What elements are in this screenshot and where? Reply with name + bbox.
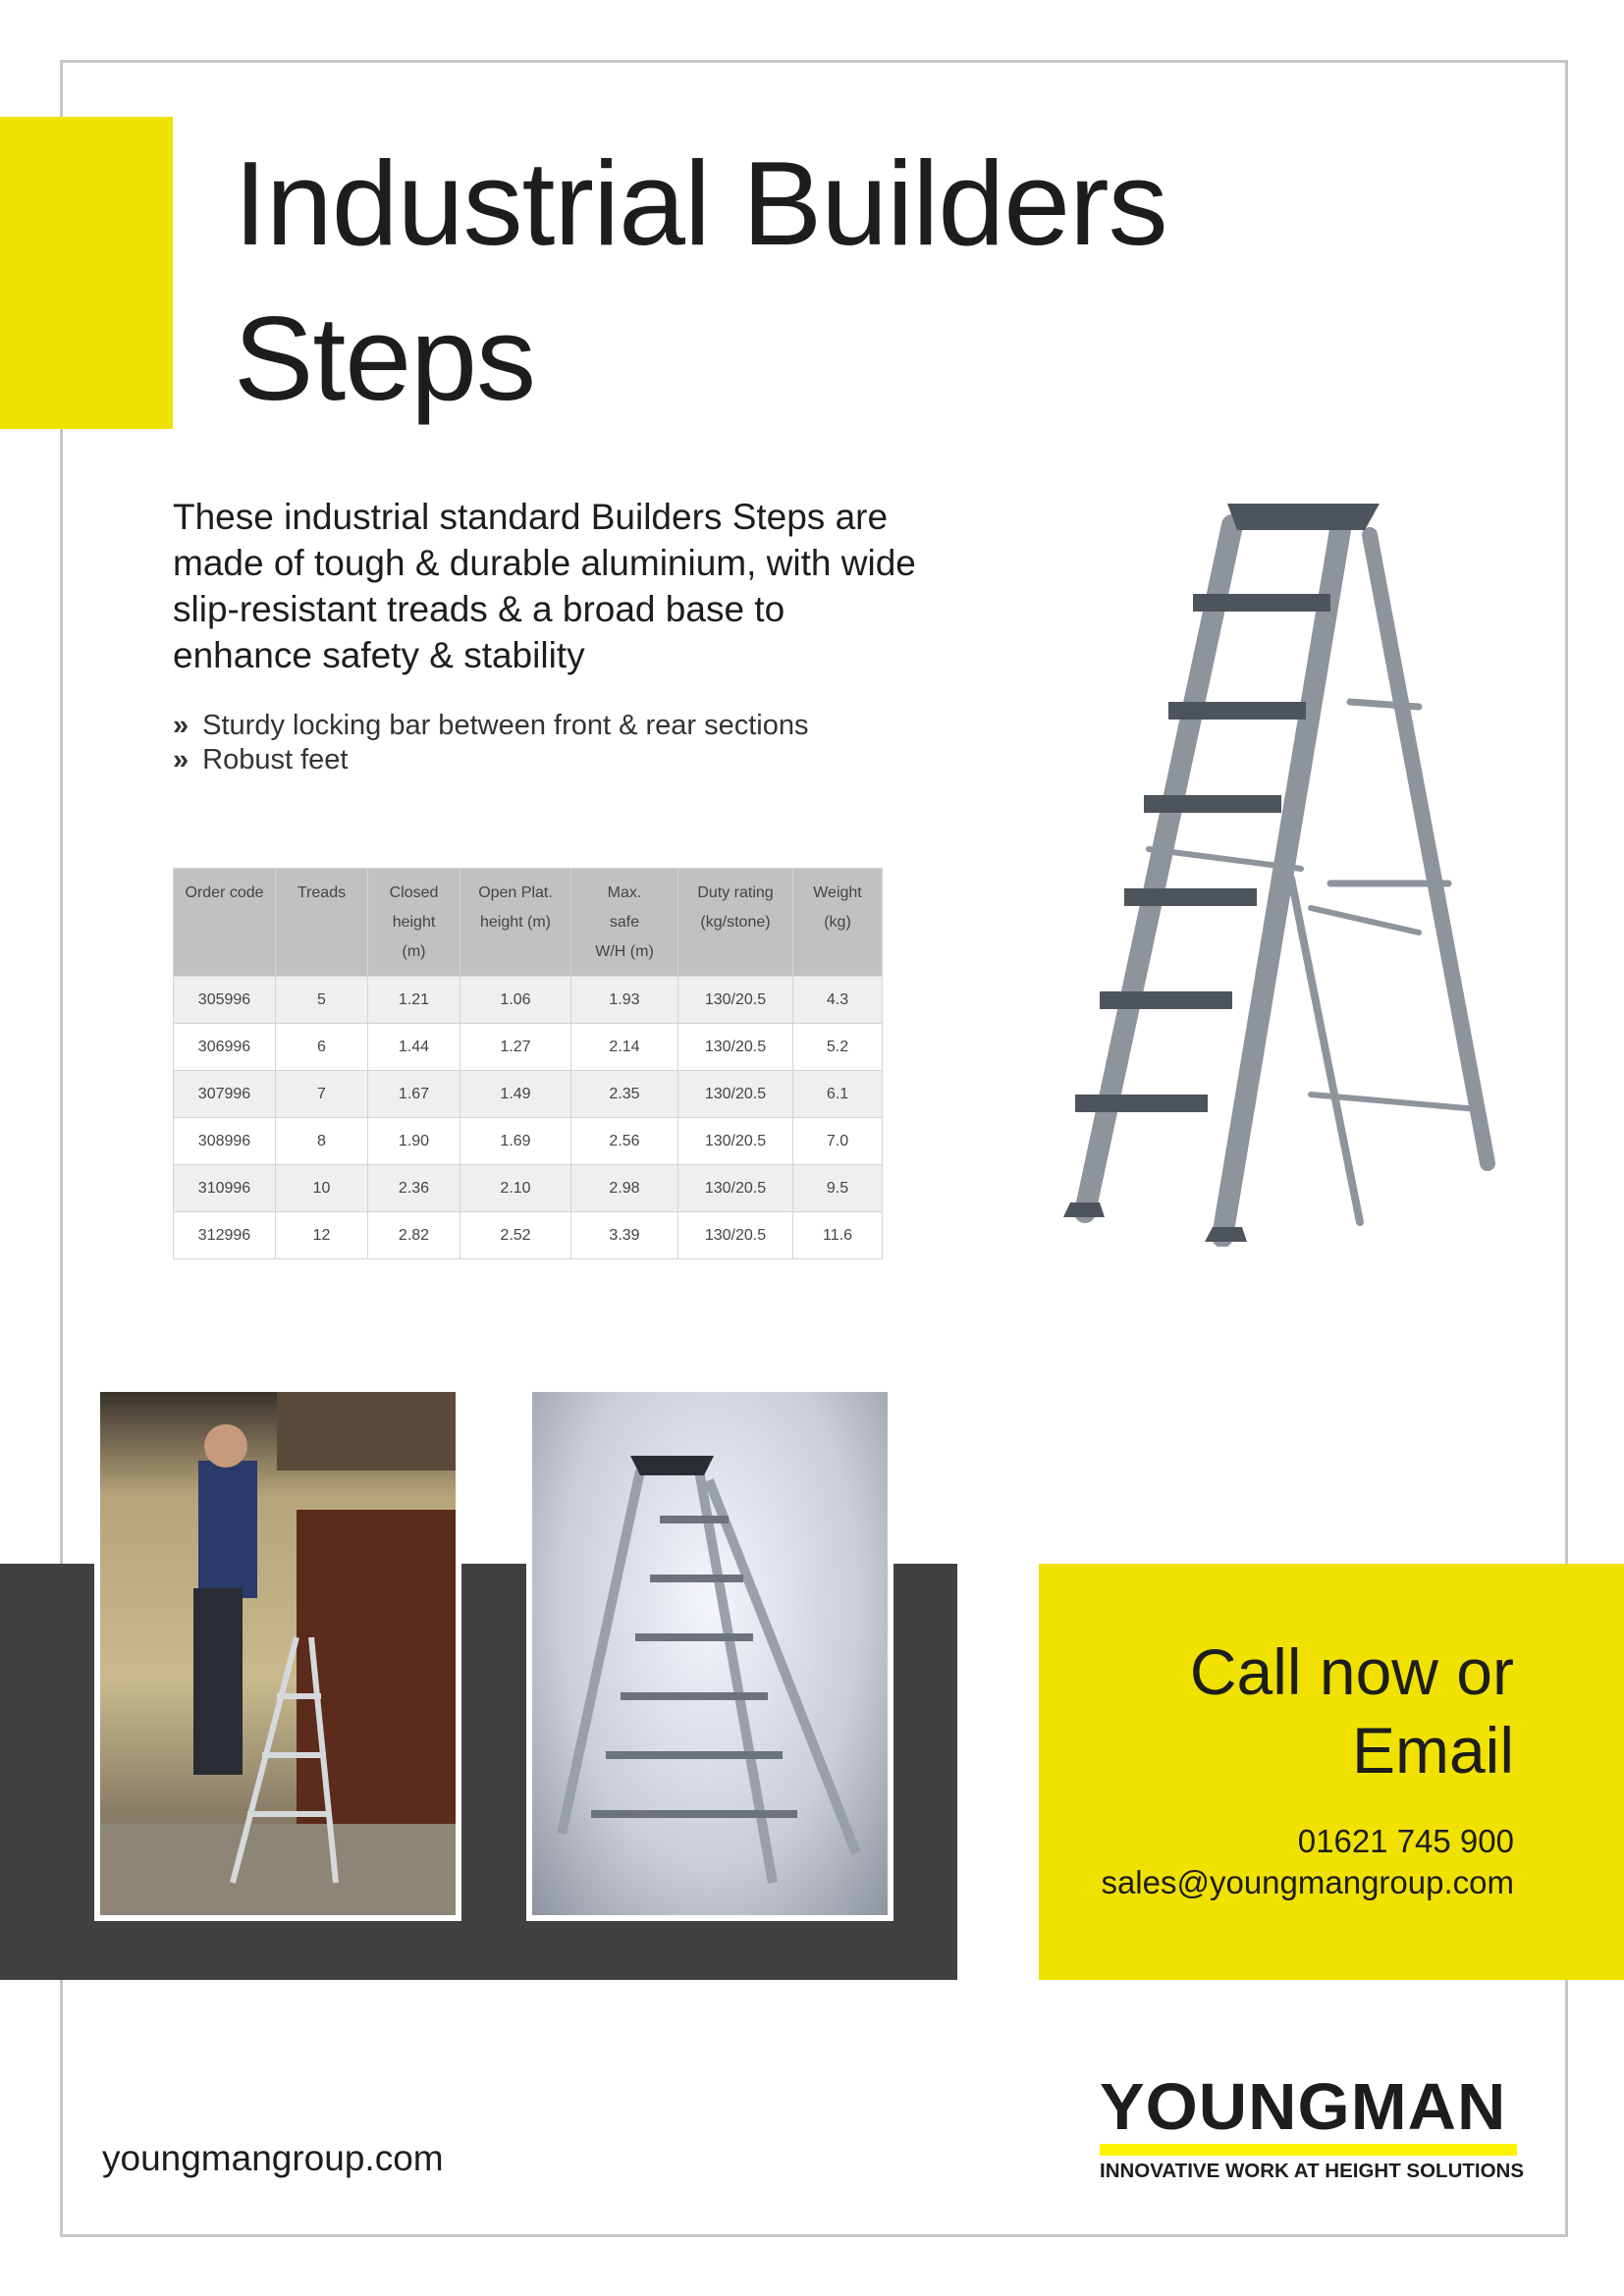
table-cell: 2.82 — [368, 1212, 460, 1259]
spec-table — [173, 868, 883, 1259]
table-cell: 306996 — [174, 1024, 276, 1071]
table-cell: 7.0 — [793, 1118, 883, 1165]
table-header-cell: Max. safe W/H (m) — [571, 869, 678, 977]
table-cell: 5 — [276, 977, 368, 1024]
intro-text: These industrial standard Builders Steps are made of tough & durable aluminium, with wide slip-resistant treads & a broad base to enhance safety & stability — [173, 497, 916, 675]
table-cell: 1.69 — [460, 1118, 571, 1165]
table-cell: 1.44 — [368, 1024, 460, 1071]
table-cell: 310996 — [174, 1165, 276, 1212]
page-title: Industrial Builders Steps — [234, 136, 1167, 425]
feature-list — [173, 709, 809, 777]
table-cell: 305996 — [174, 977, 276, 1024]
table-cell: 1.67 — [368, 1071, 460, 1118]
contact-heading: Call now or Email — [1189, 1635, 1514, 1787]
contact-box — [1039, 1564, 1624, 1980]
table-cell: 3.39 — [571, 1212, 678, 1259]
table-cell: 6.1 — [793, 1071, 883, 1118]
table-header-cell: Closed height (m) — [368, 869, 460, 977]
table-cell: 1.49 — [460, 1071, 571, 1118]
table-cell: 2.14 — [571, 1024, 678, 1071]
yellow-accent-block — [0, 117, 173, 429]
table-cell: 130/20.5 — [678, 1071, 793, 1118]
table-cell: 1.06 — [460, 977, 571, 1024]
phone-number[interactable]: 01621 745 900 — [1297, 1823, 1514, 1859]
table-cell: 2.35 — [571, 1071, 678, 1118]
photo-worker-on-ladder — [94, 1386, 461, 1921]
table-row — [174, 1024, 883, 1071]
table-header-cell: Weight (kg) — [793, 869, 883, 977]
table-cell: 2.36 — [368, 1165, 460, 1212]
table-cell: 10 — [276, 1165, 368, 1212]
table-cell: 12 — [276, 1212, 368, 1259]
table-cell: 1.93 — [571, 977, 678, 1024]
table-header-cell: Treads — [276, 869, 368, 977]
table-cell: 130/20.5 — [678, 1212, 793, 1259]
table-cell: 130/20.5 — [678, 1118, 793, 1165]
table-cell: 2.52 — [460, 1212, 571, 1259]
table-cell: 130/20.5 — [678, 977, 793, 1024]
stepladder-image — [977, 496, 1512, 1247]
table-cell: 7 — [276, 1071, 368, 1118]
photo-stepladder — [526, 1386, 893, 1921]
table-cell: 4.3 — [793, 977, 883, 1024]
table-cell: 2.10 — [460, 1165, 571, 1212]
table-header-cell: Duty rating (kg/stone) — [678, 869, 793, 977]
table-cell: 9.5 — [793, 1165, 883, 1212]
table-row — [174, 1212, 883, 1259]
table-cell: 1.21 — [368, 977, 460, 1024]
table-row — [174, 1071, 883, 1118]
table-cell: 307996 — [174, 1071, 276, 1118]
table-header-cell: Order code — [174, 869, 276, 977]
table-cell: 11.6 — [793, 1212, 883, 1259]
table-row — [174, 977, 883, 1024]
table-cell: 6 — [276, 1024, 368, 1071]
table-cell: 2.98 — [571, 1165, 678, 1212]
logo-wordmark: YOUNGMAN — [1100, 2070, 1507, 2144]
table-row — [174, 1118, 883, 1165]
table-cell: 5.2 — [793, 1024, 883, 1071]
feature-item: » Sturdy locking bar between front & rear sections — [173, 710, 809, 741]
youngman-logo — [1100, 2070, 1525, 2183]
table-cell: 312996 — [174, 1212, 276, 1259]
feature-item: » Robust feet — [173, 744, 349, 775]
table-row — [174, 1165, 883, 1212]
email-link[interactable]: sales@youngmangroup.com — [1101, 1864, 1514, 1900]
table-cell: 308996 — [174, 1118, 276, 1165]
website-link[interactable]: youngmangroup.com — [102, 2138, 444, 2178]
table-cell: 1.27 — [460, 1024, 571, 1071]
logo-yellow-bar — [1100, 2144, 1517, 2156]
table-cell: 130/20.5 — [678, 1165, 793, 1212]
table-cell: 130/20.5 — [678, 1024, 793, 1071]
table-cell: 2.56 — [571, 1118, 678, 1165]
table-header-cell: Open Plat. height (m) — [460, 869, 571, 977]
table-cell: 8 — [276, 1118, 368, 1165]
table-cell: 1.90 — [368, 1118, 460, 1165]
logo-tagline: INNOVATIVE WORK AT HEIGHT SOLUTIONS — [1100, 2160, 1525, 2182]
